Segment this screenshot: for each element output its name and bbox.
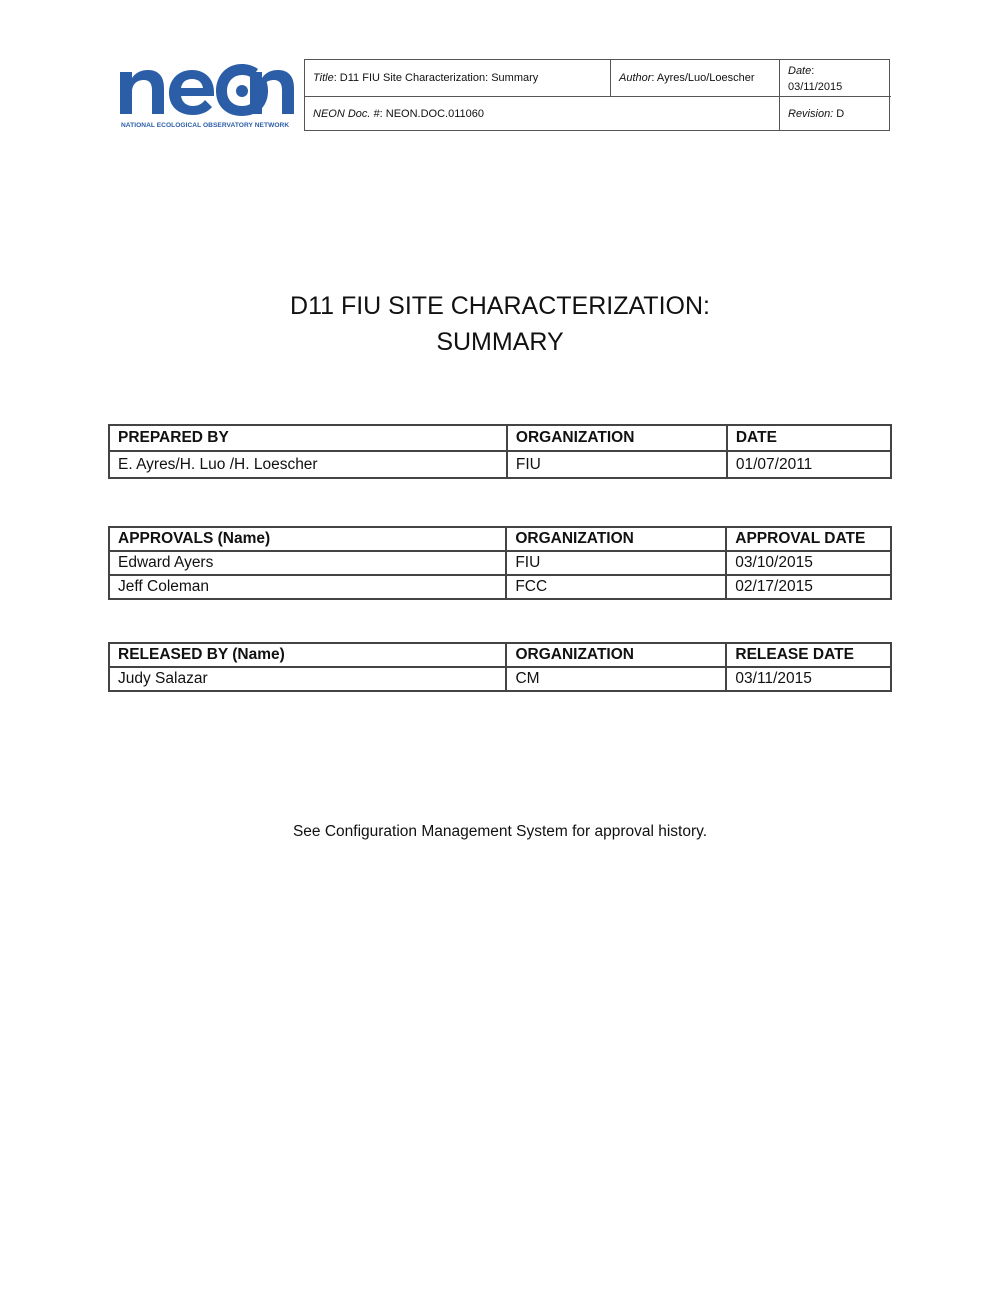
header-doc-label: NEON Doc. # [313,107,380,120]
table-row [109,451,891,478]
table-header-row [109,425,891,451]
table-header-cell: ORGANIZATION [507,425,727,451]
header-title-cell [305,60,611,96]
table-header-row [109,643,891,667]
neon-logo [118,58,296,134]
header-revision-value: D [833,107,845,120]
document-title [0,288,1000,360]
table-row [109,575,891,599]
header-date-value: 03/11/2015 [788,81,843,93]
table-header-cell: APPROVAL DATE [726,527,891,551]
header-author-label: Author [619,72,652,84]
document-header-box [304,59,890,131]
header-revision-cell [780,96,891,131]
table-cell: 03/10/2015 [726,551,891,575]
table-cell: FCC [506,575,726,599]
table-header-cell: RELEASED BY (Name) [109,643,506,667]
table-header-cell: DATE [727,425,891,451]
table-cell: FIU [506,551,726,575]
header-title-value: : D11 FIU Site Characterization: Summary [333,72,539,84]
table-cell: 02/17/2015 [726,575,891,599]
table-header-cell: PREPARED BY [109,425,507,451]
table-header-cell: ORGANIZATION [506,643,726,667]
header-author-value: : Ayres/Luo/Loescher [651,72,755,84]
neon-logo-icon [118,58,296,120]
table-cell: CM [506,667,726,691]
header-doc-cell [305,96,780,131]
table-cell: E. Ayres/H. Luo /H. Loescher [109,451,507,478]
table-cell: Jeff Coleman [109,575,506,599]
table-header-cell: RELEASE DATE [726,643,891,667]
table-header-cell: APPROVALS (Name) [109,527,506,551]
table-header-cell: ORGANIZATION [506,527,726,551]
approvals-table [108,526,892,600]
document-title-line2: SUMMARY [436,328,564,356]
document-title-line1: D11 FIU SITE CHARACTERIZATION: [290,292,710,320]
header-date-cell [780,60,891,96]
header-date-colon: : [811,65,815,77]
released-by-table [108,642,892,692]
header-divider [305,96,891,97]
table-row [109,551,891,575]
header-title-label: Title [313,72,334,84]
table-cell: FIU [507,451,727,478]
header-date-label: Date [788,65,812,77]
table-cell: 01/07/2011 [727,451,891,478]
footer-note: See Configuration Management System for approval history. [292,823,708,840]
table-row [109,667,891,691]
prepared-by-table [108,424,892,479]
header-revision-label: Revision: [788,107,834,120]
header-divider [610,60,611,96]
table-header-row [109,527,891,551]
table-cell: Edward Ayers [109,551,506,575]
table-cell: Judy Salazar [109,667,506,691]
logo-tagline: NATIONAL ECOLOGICAL OBSERVATORY NETWORK [121,122,290,129]
table-cell: 03/11/2015 [726,667,891,691]
header-author-cell [611,60,780,96]
header-doc-value: : NEON.DOC.011060 [379,107,484,120]
